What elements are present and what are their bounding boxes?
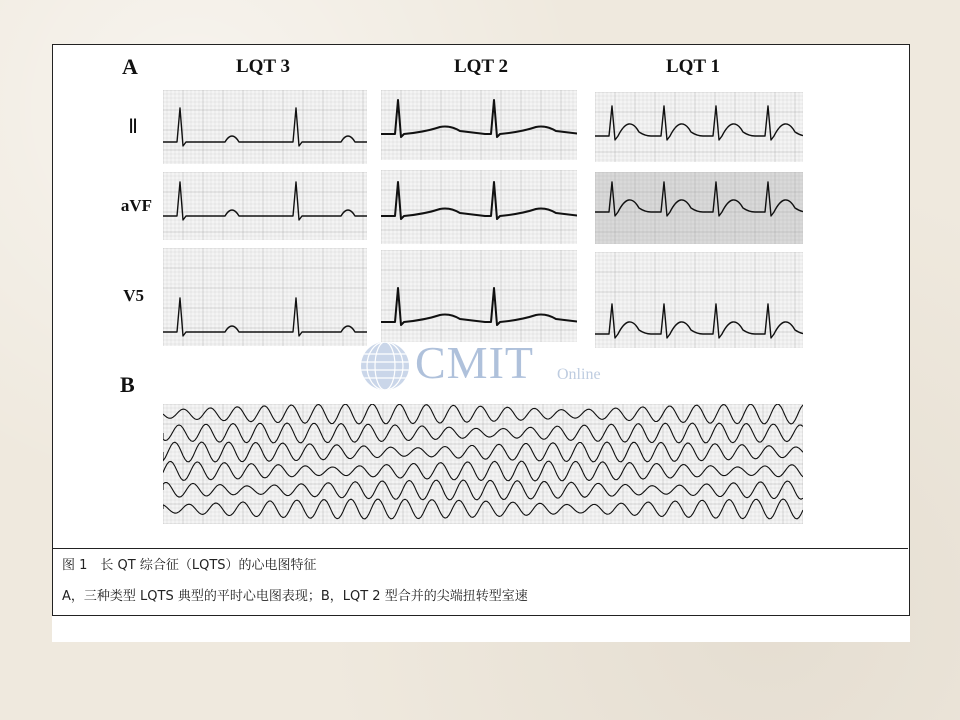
ecg-torsades-strip — [163, 404, 803, 524]
panel-label-b: B — [120, 372, 135, 397]
ecg-lqt2-lead-avf — [381, 170, 577, 244]
lead-label-ii: Ⅱ — [128, 116, 138, 138]
ecg-lqt3-lead-v5 — [163, 248, 367, 346]
ecg-lqt1-lead-v5 — [595, 252, 803, 348]
watermark-main: CMIT — [415, 337, 534, 388]
ecg-lqt2-lead-v5 — [381, 250, 577, 342]
watermark-sub: Online — [557, 366, 601, 383]
lead-label-avf: aVF — [120, 196, 152, 215]
ecg-lqt2-lead-ii — [381, 90, 577, 160]
lead-label-v5: V5 — [123, 286, 144, 305]
caption-body: A，三种类型 LQTS 典型的平时心电图表现；B，LQT 2 型合并的尖端扭转型室速 — [62, 589, 528, 604]
column-header-lqt2: LQT 2 — [453, 56, 509, 77]
column-header-lqt1: LQT 1 — [665, 56, 721, 77]
ecg-lqt1-lead-avf — [595, 172, 803, 244]
ecg-lqt1-lead-ii — [595, 92, 803, 162]
ecg-lqt3-lead-avf — [163, 172, 367, 240]
watermark — [357, 337, 617, 392]
ecg-lqt3-lead-ii — [163, 90, 367, 164]
caption-title: 图 1 长 QT 综合征（LQTS）的心电图特征 — [62, 558, 317, 573]
panel-label-a: A — [122, 54, 138, 79]
column-header-lqt3: LQT 3 — [235, 56, 291, 77]
globe-icon — [357, 340, 413, 392]
caption-divider — [52, 548, 908, 549]
slide — [52, 44, 910, 642]
